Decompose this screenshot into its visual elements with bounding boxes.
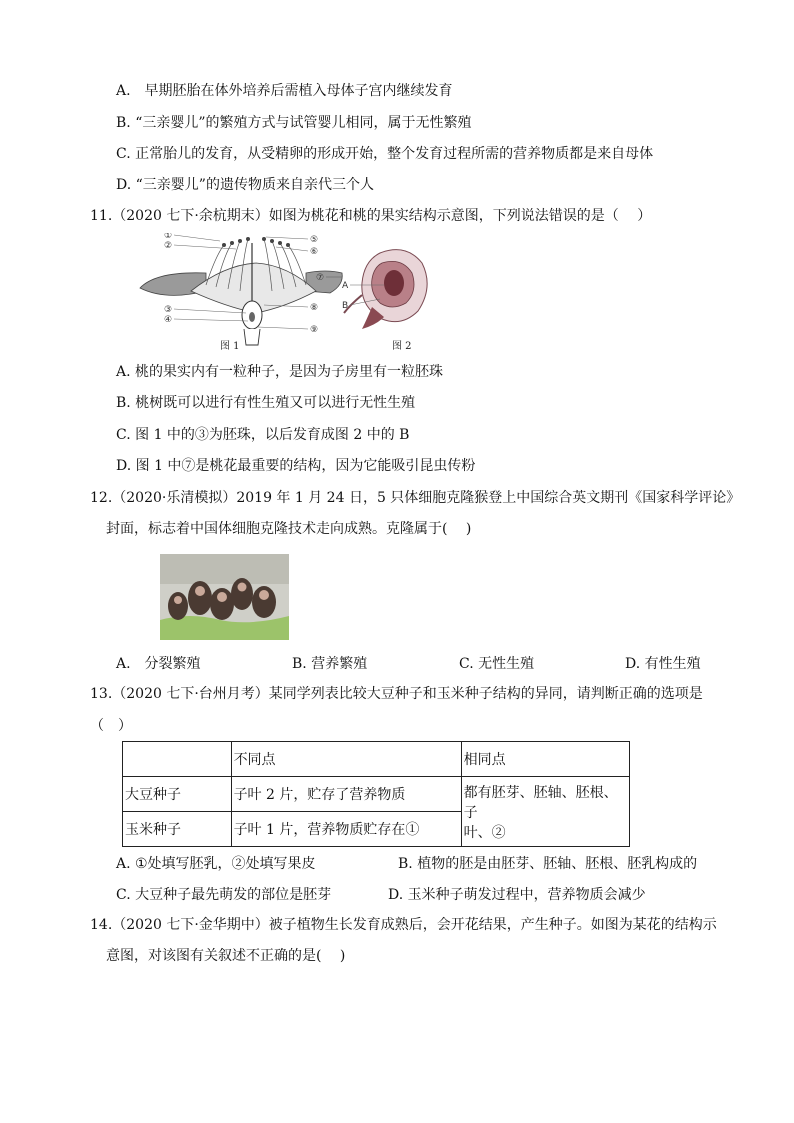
fig2-label-a: A [342,281,349,291]
common-features-line1: 都有胚芽、胚轴、胚根、子 [463,784,618,821]
q12-option-c: C. 无性生殖 [459,656,535,672]
q12-stem-line2: 封面，标志着中国体细胞克隆技术走向成熟。克隆属于( ) [106,521,472,537]
fig1-label-9: ⑨ [310,325,319,335]
q11-option-c: C. 图 1 中的③为胚珠，以后发育成图 2 中的 B [116,427,410,443]
fig2-peach-fruit [342,250,427,352]
q10-option-c: C. 正常胎儿的发育，从受精卵的形成开始，整个发育过程所需的营养物质都是来自母体 [116,146,654,162]
q11-option-b: B. 桃树既可以进行有性生殖又可以进行无性生殖 [116,395,416,411]
q13-stem-line2: （ ） [90,718,132,734]
q13-options-row1 [116,853,706,873]
corn-seed-label: 玉米种子 [123,812,232,847]
table-row [123,777,630,812]
q12-stem-line1: 12.（2020·乐清模拟）2019 年 1 月 24 日，5 只体细胞克隆猴登上中国综合英文期刊《国家科学评论》 [90,490,741,506]
q13-option-a: A. ①处填写胚乳，②处填写果皮 [116,856,316,872]
fig1-label-4: ④ [164,315,173,325]
cloned-monkeys-photo [160,554,289,640]
q10-option-b: B. “三亲婴儿”的繁殖方式与试管婴儿相同，属于无性繁殖 [116,115,472,131]
q12-option-a: A. 分裂繁殖 [116,656,201,672]
table-header-differences: 不同点 [231,742,461,777]
q12-option-d: D. 有性生殖 [625,656,701,672]
common-features-cell [461,777,629,847]
q13-options-row2 [116,884,706,904]
table-header-row [123,742,630,777]
seed-comparison-table [122,741,630,847]
common-features-line2: 叶、② [463,824,506,841]
corn-seed-difference: 子叶 1 片，营养物质贮存在① [231,812,461,847]
q13-option-d: D. 玉米种子萌发过程中，营养物质会减少 [388,887,646,903]
q13-option-b: B. 植物的胚是由胚芽、胚轴、胚根、胚乳构成的 [398,856,698,872]
q12-options-row [116,653,706,673]
q13-stem-line1: 13.（2020 七下·台州月考）某同学列表比较大豆种子和玉米种子结构的异同，请判断正确的选项是 [90,686,703,702]
peach-flower-diagram [136,233,436,355]
fig1-label-5: ⑤ [310,235,319,245]
fig1-label-7: ⑦ [316,273,325,283]
fig1-caption: 图 1 [220,341,240,352]
soybean-seed-label: 大豆种子 [123,777,232,812]
table-header-similarities: 相同点 [461,742,629,777]
q11-option-d: D. 图 1 中⑦是桃花最重要的结构，因为它能吸引昆虫传粉 [116,458,476,474]
q10-option-a: A. 早期胚胎在体外培养后需植入母体子宫内继续发育 [116,83,453,99]
table-header-blank [123,742,232,777]
fig1-label-8: ⑧ [310,303,319,313]
q10-option-d: D. “三亲婴儿”的遗传物质来自亲代三个人 [116,177,374,193]
soybean-seed-difference: 子叶 2 片，贮存了营养物质 [231,777,461,812]
q11-option-a: A. 桃的果实内有一粒种子，是因为子房里有一粒胚珠 [116,364,444,380]
fig2-label-b: B [342,301,349,311]
fig1-label-2: ② [164,241,173,251]
q11-figure [136,233,436,355]
q14-stem-line1: 14.（2020 七下·金华期中）被子植物生长发育成熟后，会开花结果，产生种子。如图为某花的结构示 [90,917,717,933]
q11-stem: 11.（2020 七下·余杭期末）如图为桃花和桃的果实结构示意图，下列说法错误的是（ ） [90,208,652,224]
q13-option-c: C. 大豆种子最先萌发的部位是胚芽 [116,887,332,903]
fig2-caption: 图 2 [392,341,412,352]
fig1-label-6: ⑥ [310,247,319,257]
fig1-flower [140,233,342,352]
q12-option-b: B. 营养繁殖 [292,656,368,672]
fig1-label-3: ③ [164,305,173,315]
q14-stem-line2: 意图，对该图有关叙述不正确的是( ) [106,948,346,964]
fig1-label-1: ① [164,233,173,241]
